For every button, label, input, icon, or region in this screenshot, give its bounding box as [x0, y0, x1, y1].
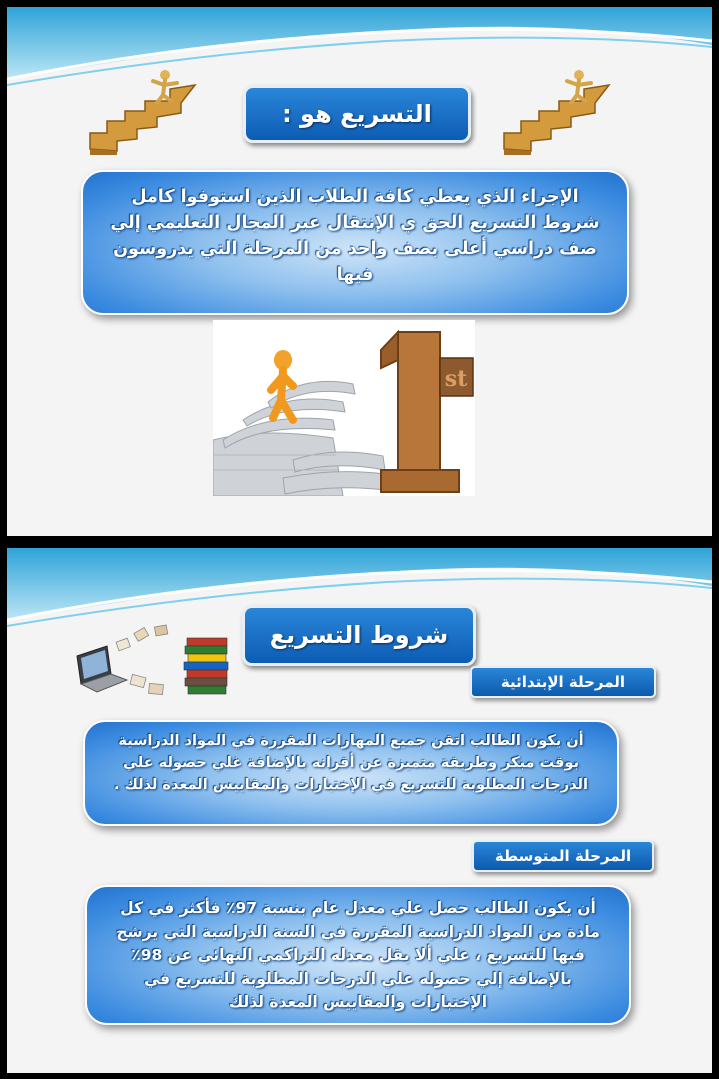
first-place-label: st — [444, 366, 468, 392]
slide-acceleration-conditions — [7, 548, 712, 1073]
middle-stage-text-box: أن يكون الطالب حصل علي معدل عام بنسبة 97٪ فأكثر في كل مادة من المواد الدراسية المقررة في السنة الدراسية التي يرشح فيها للتسريع ، علي ألا يقل معدله التراكمي النهائي عن 98٪ بالإضافة إلي حصوله علي الدرجات المطلوبة للتسريع في الإختبارات والمقاييس المعدة لذلك — [85, 885, 631, 1025]
slide-acceleration-definition — [7, 7, 712, 536]
middle-stage-label: المرحلة المتوسطة — [472, 840, 654, 872]
staircase-figure-right-image — [499, 67, 614, 157]
primary-stage-label: المرحلة الإبتدائية — [470, 666, 656, 698]
staircase-figure-left-image — [85, 67, 200, 157]
first-place-stairs-image — [213, 320, 475, 496]
laptop-books-image — [67, 618, 237, 703]
definition-text-box: الإجراء الذي يعطي كافة الطلاب الذين استوفوا كامل شروط التسريع الحق ي الإنتقال عبر المجال التعليمي إلي صف دراسي أعلى بصف واحد من المرحلة التي يدروسون فيها — [81, 170, 629, 315]
primary-stage-text-box: أن يكون الطالب اتقن جميع المهارات المقررة في المواد الدراسية بوقت مبكر وطريقة متميزة عن أقرانه بالإضافة غلي حصوله علي الدرجات المطلوبة للتسريع في الإختبارات والمقاييس المعدة لذلك . — [83, 720, 619, 826]
slide-title: التسريع هو : — [243, 85, 471, 143]
slide-title: شروط التسريع — [242, 605, 476, 666]
